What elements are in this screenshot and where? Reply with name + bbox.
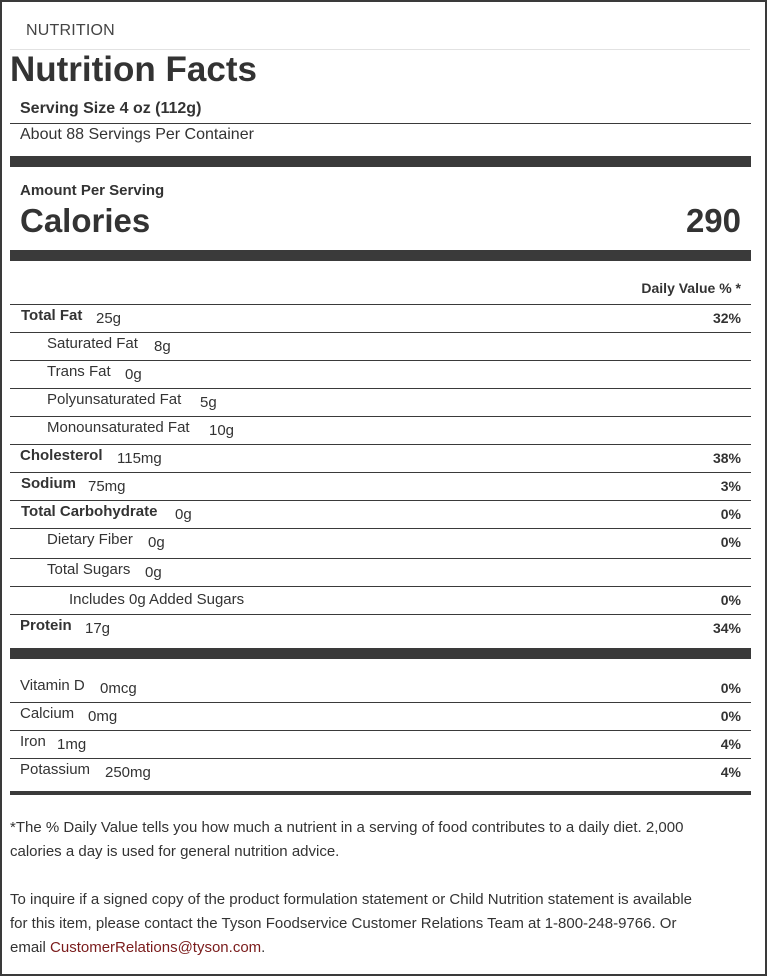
vitamin-amount: 250mg — [105, 764, 151, 781]
nutrient-row-total-sugars — [10, 559, 751, 587]
email-prefix: email — [10, 939, 51, 956]
nutrient-row-dietary-fiber — [10, 529, 751, 559]
nutrient-name: Saturated Fat — [47, 335, 138, 352]
daily-value-header: Daily Value % * — [641, 280, 741, 296]
nutrient-amount: 25g — [96, 310, 122, 327]
vitamin-name: Vitamin D — [20, 677, 85, 694]
vitamin-name: Iron — [20, 733, 46, 750]
nutrient-dv: 0% — [720, 506, 741, 522]
nutrient-name: Protein — [20, 617, 72, 634]
thick-divider-calories — [10, 250, 751, 261]
serving-divider — [10, 123, 751, 124]
servings-per-container: About 88 Servings Per Container — [20, 126, 254, 143]
inquiry-line: for this item, please contact the Tyson Foodservice Customer Relations Team at 1-800-248-9766. Or — [10, 915, 677, 932]
nutrient-amount: 8g — [154, 338, 171, 355]
nutrient-amount: 0g — [145, 564, 162, 581]
nutrient-dv: 32% — [712, 310, 741, 326]
nutrient-name: Cholesterol — [20, 447, 103, 464]
nutrient-row-polyunsaturated-fat — [10, 389, 751, 417]
nutrient-amount: 0g — [175, 506, 192, 523]
nutrient-dv: 34% — [712, 620, 741, 636]
nutrient-amount: 0g — [148, 534, 165, 551]
nutrient-amount: 0g — [125, 366, 142, 383]
nutrient-name: Polyunsaturated Fat — [47, 391, 182, 408]
calories-label: Calories — [20, 202, 151, 239]
nutrient-row-monounsaturated-fat — [10, 417, 751, 445]
inquiry-line: To inquire if a signed copy of the product formulation statement or Child Nutrition statement is available — [10, 891, 693, 908]
nutrient-name: Monounsaturated Fat — [47, 419, 190, 436]
nutrient-name: Includes 0g Added Sugars — [69, 591, 245, 608]
bottom-divider — [10, 791, 751, 795]
vitamin-row-iron — [10, 731, 751, 759]
serving-size: Serving Size 4 oz (112g) — [20, 100, 202, 117]
vitamin-amount: 1mg — [57, 736, 87, 753]
section-label: NUTRITION — [26, 22, 115, 39]
nutrient-row-total-fat — [10, 305, 751, 333]
nutrient-name: Trans Fat — [47, 363, 111, 380]
daily-value-footnote — [10, 816, 745, 864]
thick-divider-vitamins — [10, 648, 751, 659]
vitamin-row-potassium — [10, 759, 751, 787]
vitamin-row-vitamin-d — [10, 675, 751, 703]
inquiry-email-line — [10, 936, 745, 960]
nutrient-row-added-sugars — [10, 587, 751, 615]
nutrient-dv: 0% — [720, 534, 741, 550]
vitamin-name: Potassium — [20, 761, 91, 778]
nutrient-amount: 75mg — [88, 478, 126, 495]
nutrient-row-saturated-fat — [10, 333, 751, 361]
nutrient-name: Dietary Fiber — [47, 531, 133, 548]
footnote-line: *The % Daily Value tells you how much a nutrient in a serving of food contributes to a daily diet. 2,000 — [10, 819, 684, 836]
nutrient-row-cholesterol — [10, 445, 751, 473]
nutrient-amount: 10g — [209, 422, 235, 439]
footnote-line: calories a day is used for general nutrition advice. — [10, 843, 340, 860]
vitamin-amount: 0mg — [88, 708, 118, 725]
nutrition-facts-title: Nutrition Facts — [10, 50, 257, 89]
customer-relations-email-link[interactable]: CustomerRelations@tyson.com — [50, 939, 262, 956]
nutrient-name: Total Carbohydrate — [21, 503, 158, 520]
nutrient-amount: 115mg — [117, 450, 162, 467]
nutrient-row-total-carbohydrate — [10, 501, 751, 529]
vitamin-amount: 0mcg — [100, 680, 137, 697]
thick-divider-top — [10, 156, 751, 167]
nutrient-amount: 17g — [85, 620, 111, 637]
nutrient-dv: 3% — [720, 478, 741, 494]
vitamin-name: Calcium — [20, 705, 75, 722]
nutrient-name: Sodium — [21, 475, 76, 492]
vitamin-row-calcium — [10, 703, 751, 731]
email-suffix: . — [261, 939, 266, 956]
nutrient-dv: 38% — [712, 450, 741, 466]
vitamin-dv: 0% — [720, 680, 741, 696]
vitamin-dv: 0% — [720, 708, 741, 724]
nutrient-row-sodium — [10, 473, 751, 501]
nutrient-row-trans-fat — [10, 361, 751, 389]
nutrient-name: Total Fat — [21, 307, 83, 324]
vitamin-dv: 4% — [720, 736, 741, 752]
nutrient-amount: 5g — [200, 394, 217, 411]
amount-per-serving: Amount Per Serving — [20, 182, 165, 199]
inquiry-note — [10, 888, 745, 960]
nutrient-name: Total Sugars — [47, 561, 131, 578]
calories-value: 290 — [685, 202, 741, 239]
nutrient-dv: 0% — [720, 592, 741, 608]
nutrient-row-protein — [10, 615, 751, 643]
vitamin-dv: 4% — [720, 764, 741, 780]
